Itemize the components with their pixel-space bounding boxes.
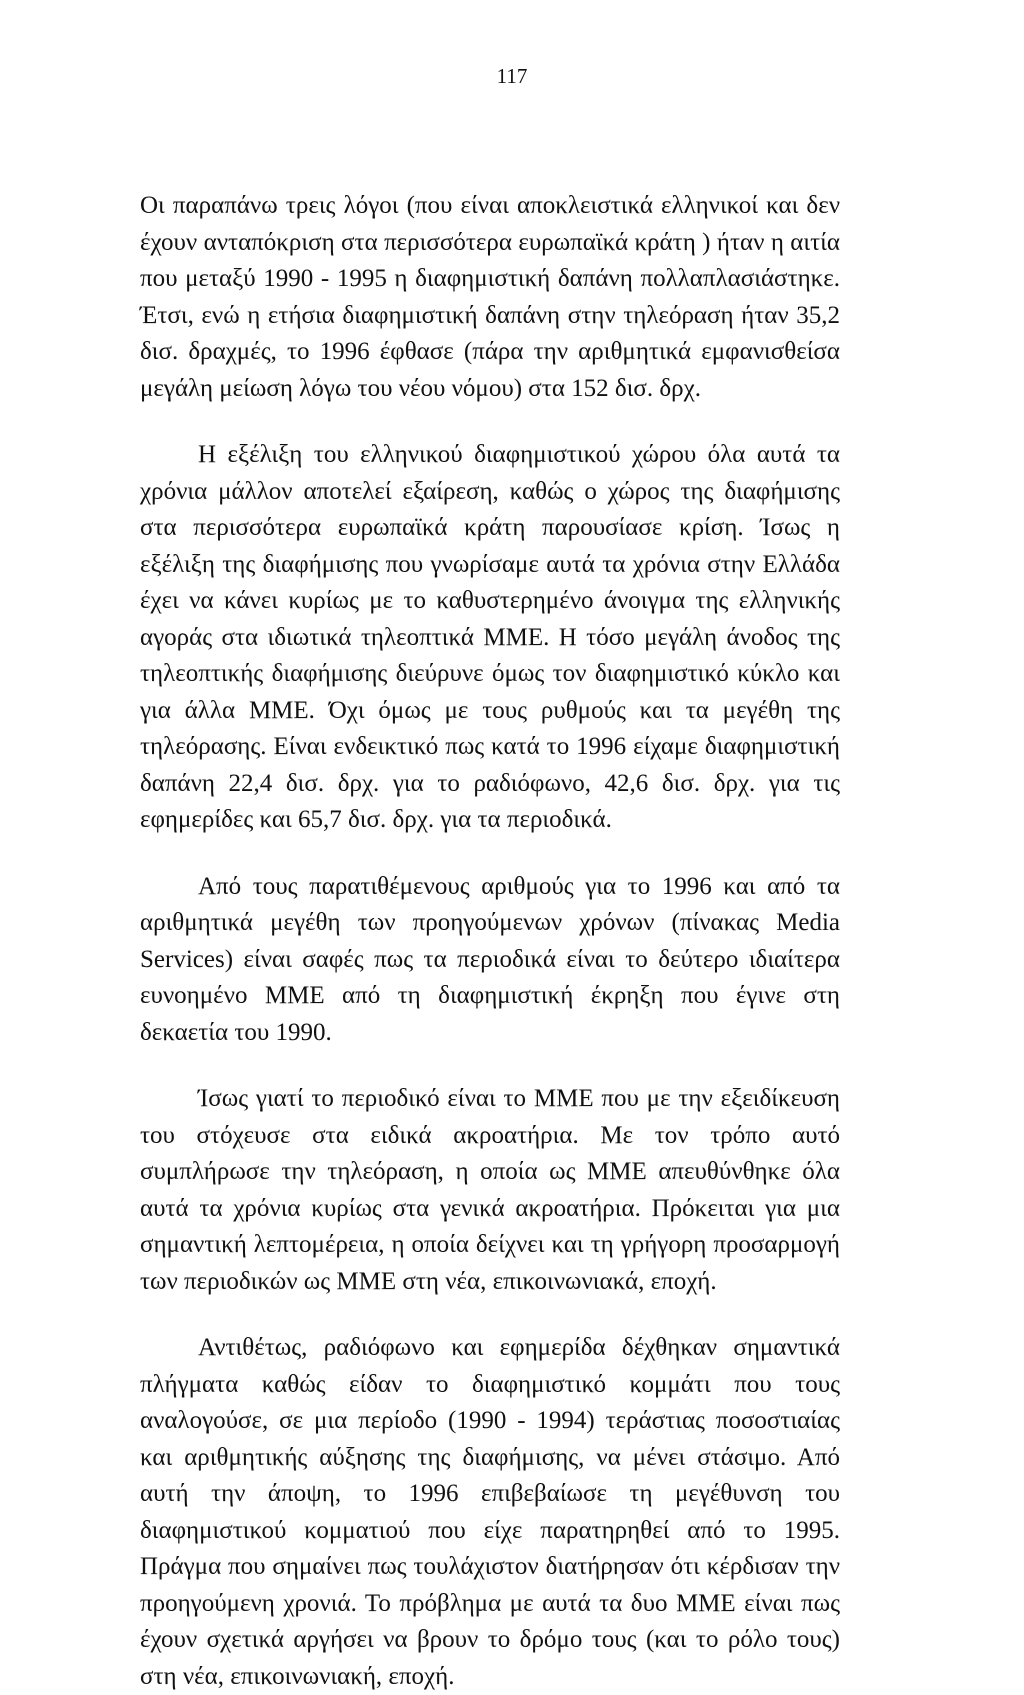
paragraph-3: Από τους παρατιθέμενους αριθμούς για το 1996 και από τα αριθμητικά μεγέθη των προηγούμενων χρόνων (πίνακας Media Services) είναι σαφές πως τα περιοδικά είναι το δεύτερο ιδιαίτερα ευνοημένο ΜΜΕ από τη διαφημιστική έκρηξη που έγινε στη δεκαετία του 1990. bbox=[140, 872, 840, 1046]
paragraph-4: Ίσως γιατί το περιοδικό είναι το ΜΜΕ που με την εξειδίκευση του στόχευσε στα ειδικά ακροατήρια. Με τον τρόπο αυτό συμπλήρωσε την τηλεόραση, η οποία ως ΜΜΕ απευθύνθηκε όλα αυτά τα χρόνια κυρίως στα γενικά ακροατήρια. Πρόκειται για μια σημαντική λεπτομέρεια, η οποία δείχνει και τη γρήγορη προσαρμογή των περιοδικών ως ΜΜΕ στη νέα, επικοινωνιακά, εποχή. bbox=[140, 1085, 840, 1295]
paragraph-5: Αντιθέτως, ραδιόφωνο και εφημερίδα δέχθηκαν σημαντικά πλήγματα καθώς είδαν το διαφημιστικό κομμάτι που τους αναλογούσε, σε μια περίοδο (1990 - 1994) τεράστιας ποσοστιαίας και αριθμητικής αύξησης της διαφήμισης, να μένει στάσιμο. Από αυτή την άποψη, το 1996 επιβεβαίωσε τη μεγέθυνση του διαφημιστικού κομματιού που είχε παρατηρηθεί από το 1995. Πράγμα που σημαίνει πως τουλάχιστον διατήρησαν ότι κέρδισαν την προηγούμενη χρονιά. Το πρόβλημα με αυτά τα δυο ΜΜΕ είναι πως έχουν σχετικά αργήσει να βρουν το δρόμο τους (και το ρόλο τους) στη νέα, επικοινωνιακή, εποχή. bbox=[140, 1334, 840, 1690]
page-number: 117 bbox=[496, 64, 528, 88]
paragraph-1: Οι παραπάνω τρεις λόγοι (που είναι αποκλειστικά ελληνικοί και δεν έχουν ανταπόκριση στα περισσότερα ευρωπαϊκά κράτη ) ήταν η αιτία που μεταξύ 1990 - 1995 η διαφημιστική δαπάνη πολλαπλασιάστηκε. Έτσι, ενώ η ετήσια διαφημιστική δαπάνη στην τηλεόραση ήταν 35,2 δισ. δραχμές, το 1996 έφθασε (πάρα την αριθμητικά εμφανισθείσα μεγάλη μείωση λόγω του νέου νόμου) στα 152 δισ. δρχ. bbox=[140, 192, 840, 402]
paragraph-2: Η εξέλιξη του ελληνικού διαφημιστικού χώρου όλα αυτά τα χρόνια μάλλον αποτελεί εξαίρεση, καθώς ο χώρος της διαφήμισης στα περισσότερα ευρωπαϊκά κράτη παρουσίασε κρίση. Ίσως η εξέλιξη της διαφήμισης που γνωρίσαμε αυτά τα χρόνια στην Ελλάδα έχει να κάνει κυρίως με το καθυστερημένο άνοιγμα της ελληνικής αγοράς στα ιδιωτικά τηλεοπτικά ΜΜΕ. Η τόσο μεγάλη άνοδος της τηλεοπτικής διαφήμισης διεύρυνε όμως τον διαφημιστικό κύκλο και για άλλα ΜΜΕ. Όχι όμως με τους ρυθμούς και τα μεγέθη της τηλεόρασης. Είναι ενδεικτικό πως κατά το 1996 είχαμε διαφημιστική δαπάνη 22,4 δισ. δρχ. για το ραδιόφωνο, 42,6 δισ. δρχ. για τις εφημερίδες και 65,7 δισ. δρχ. για τα περιοδικά. bbox=[140, 441, 840, 833]
document-body bbox=[140, 188, 840, 1695]
